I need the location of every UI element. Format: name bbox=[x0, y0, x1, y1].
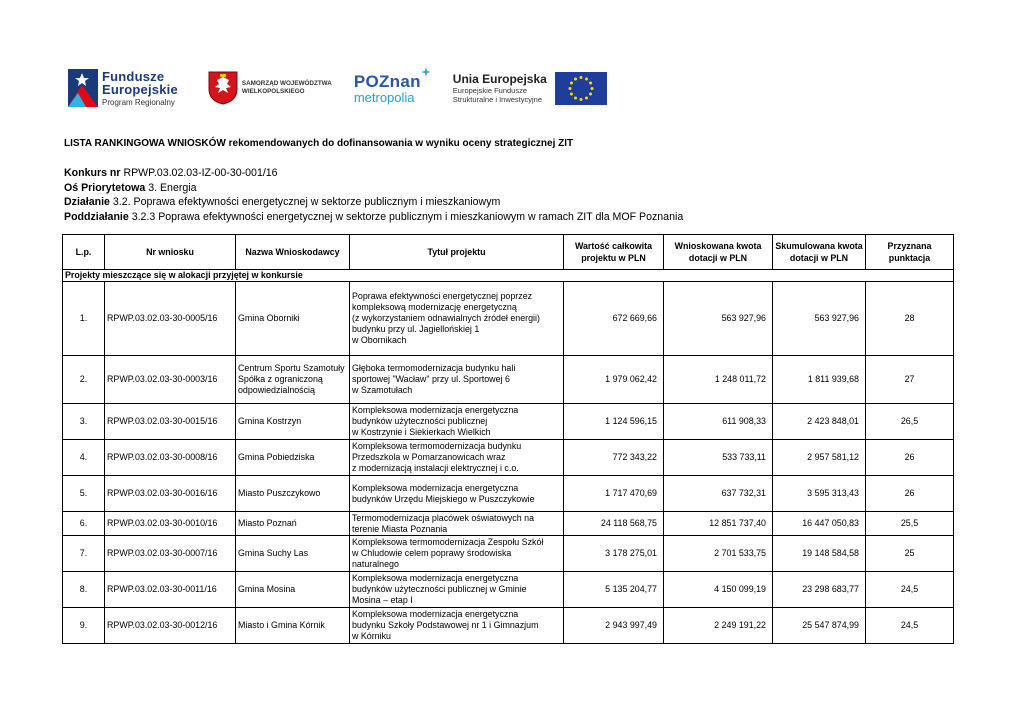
col-header-name: Nazwa Wnioskodawcy bbox=[236, 235, 350, 270]
cell-score: 27 bbox=[866, 356, 954, 404]
title-line: terenie Miasta Poznania bbox=[352, 523, 448, 534]
eu-flag-icon bbox=[555, 72, 607, 105]
cell-project-title bbox=[350, 512, 564, 536]
cell-applicant-name: Miasto Poznań bbox=[236, 512, 350, 536]
cell-lp: 8. bbox=[63, 572, 105, 608]
title-line: w Obornikach bbox=[352, 335, 407, 345]
table-row bbox=[63, 476, 954, 512]
cell-lp: 3. bbox=[63, 404, 105, 440]
table-row bbox=[63, 572, 954, 608]
table-header-row bbox=[63, 235, 954, 270]
cell-cumulative-grant: 23 298 683,77 bbox=[773, 572, 866, 608]
cell-lp: 7. bbox=[63, 536, 105, 572]
cell-score: 25,5 bbox=[866, 512, 954, 536]
cell-applicant-name: Gmina Pobiedziska bbox=[236, 440, 350, 476]
table-row bbox=[63, 608, 954, 644]
cell-total-value: 1 717 470,69 bbox=[564, 476, 664, 512]
cell-lp: 4. bbox=[63, 440, 105, 476]
cell-application-number: RPWP.03.02.03-30-0012/16 bbox=[105, 608, 236, 644]
konkurs-label: Konkurs nr bbox=[64, 167, 121, 179]
title-line: budynków Urzędu Miejskiego w Puszczykowie bbox=[352, 493, 535, 504]
cell-grant-amount: 2 249 191,22 bbox=[664, 608, 773, 644]
os-label: Oś Priorytetowa bbox=[64, 181, 146, 194]
table-row bbox=[63, 440, 954, 476]
table-row bbox=[63, 512, 954, 536]
title-line: Poprawa efektywności energetycznej poprzez bbox=[352, 291, 533, 301]
title-line: Kompleksowa modernizacja energetyczna bbox=[352, 573, 519, 583]
cell-lp: 2. bbox=[63, 356, 105, 404]
poddzialanie-value: 3.2.3 Poprawa efektywności energetycznej w sektorze publicznym i mieszkaniowym w ramach ZIT dla MOF Poznania bbox=[131, 210, 684, 223]
cell-total-value: 24 118 568,75 bbox=[564, 512, 664, 536]
wielkopolska-coat-of-arms-icon bbox=[208, 71, 238, 105]
table-row bbox=[63, 282, 954, 356]
cell-score: 26 bbox=[866, 440, 954, 476]
cell-grant-amount: 12 851 737,40 bbox=[664, 512, 773, 536]
cell-project-title bbox=[350, 608, 564, 644]
col-header-cumulative: Skumulowana kwota dotacji w PLN bbox=[773, 235, 866, 270]
cell-applicant-name: Gmina Mosina bbox=[236, 572, 350, 608]
table-row bbox=[63, 536, 954, 572]
cell-application-number: RPWP.03.02.03-30-0011/16 bbox=[105, 572, 236, 608]
cell-grant-amount: 563 927,96 bbox=[664, 282, 773, 356]
cell-project-title bbox=[350, 282, 564, 356]
logo-bar bbox=[68, 66, 607, 110]
cell-applicant-name: Gmina Oborniki bbox=[236, 282, 350, 356]
fe-line2: Europejskie bbox=[102, 81, 178, 97]
competition-info bbox=[64, 166, 683, 224]
cell-total-value: 5 135 204,77 bbox=[564, 572, 664, 608]
fundusze-europejskie-logo bbox=[68, 69, 178, 107]
cell-applicant-name: Miasto i Gmina Kórnik bbox=[236, 608, 350, 644]
cell-total-value: 1 979 062,42 bbox=[564, 356, 664, 404]
cell-project-title bbox=[350, 404, 564, 440]
cell-grant-amount: 1 248 011,72 bbox=[664, 356, 773, 404]
list-heading: LISTA RANKINGOWA WNIOSKÓW rekomendowanych do dofinansowania w wyniku oceny strategicznej ZIT bbox=[64, 138, 574, 149]
title-line: w Kórniku bbox=[352, 631, 391, 641]
konkurs-value: RPWP.03.02.03-IZ-00-30-001/16 bbox=[123, 167, 278, 179]
title-line: sportowej "Wacław" przy ul. Sportowej 6 bbox=[352, 374, 510, 384]
cell-score: 26 bbox=[866, 476, 954, 512]
poznan-line1: POZnan bbox=[353, 71, 421, 91]
title-line: Kompleksowa modernizacja energetyczna bbox=[352, 609, 519, 619]
col-header-lp: L.p. bbox=[63, 235, 105, 270]
cell-cumulative-grant: 19 148 584,58 bbox=[773, 536, 866, 572]
poznan-metropolia-logo bbox=[354, 73, 431, 104]
cell-score: 24,5 bbox=[866, 608, 954, 644]
cell-lp: 1. bbox=[63, 282, 105, 356]
dzialanie-label: Działanie bbox=[64, 196, 110, 209]
dzialanie-line bbox=[64, 195, 683, 210]
ue-line1: Unia Europejska bbox=[452, 71, 547, 86]
section-label: Projekty mieszczące się w alokacji przyjętej w konkursie bbox=[63, 270, 954, 282]
title-line: budynku przy ul. Jagiellońskiej 1 bbox=[352, 324, 480, 334]
cell-cumulative-grant: 3 595 313,43 bbox=[773, 476, 866, 512]
wlkp-line1: SAMORZĄD WOJEWÓDZTWA bbox=[241, 80, 332, 88]
section-row bbox=[63, 270, 954, 282]
cell-total-value: 3 178 275,01 bbox=[564, 536, 664, 572]
cell-applicant-name: Gmina Suchy Las bbox=[236, 536, 350, 572]
col-header-nr: Nr wniosku bbox=[105, 235, 236, 270]
cell-grant-amount: 533 733,11 bbox=[664, 440, 773, 476]
title-line: z modernizacją instalacji elektrycznej i c.o. bbox=[352, 463, 519, 473]
title-line: budynków użyteczności publicznej w Gminie bbox=[352, 584, 527, 594]
cell-project-title bbox=[350, 440, 564, 476]
cell-cumulative-grant: 2 957 581,12 bbox=[773, 440, 866, 476]
unia-europejska-logo bbox=[453, 72, 607, 105]
cell-lp: 9. bbox=[63, 608, 105, 644]
cell-project-title bbox=[350, 572, 564, 608]
cell-grant-amount: 611 908,33 bbox=[664, 404, 773, 440]
cell-applicant-name: Centrum Sportu Szamotuły Spółka z ograniczoną odpowiedzialnością bbox=[236, 356, 350, 404]
title-line: Kompleksowa termomodernizacja budynku bbox=[352, 441, 522, 451]
star-icon bbox=[421, 67, 431, 77]
konkurs-line bbox=[64, 166, 683, 181]
col-header-score: Przyznana punktacja bbox=[866, 235, 954, 270]
cell-cumulative-grant: 2 423 848,01 bbox=[773, 404, 866, 440]
fe-line1: Fundusze bbox=[102, 68, 165, 84]
cell-application-number: RPWP.03.02.03-30-0010/16 bbox=[105, 512, 236, 536]
wlkp-line2: WIELKOPOLSKIEGO bbox=[241, 88, 305, 95]
os-value: 3. Energia bbox=[148, 181, 197, 194]
cell-cumulative-grant: 563 927,96 bbox=[773, 282, 866, 356]
cell-cumulative-grant: 25 547 874,99 bbox=[773, 608, 866, 644]
poznan-line2: metropolia bbox=[353, 89, 415, 105]
os-line bbox=[64, 181, 683, 196]
cell-total-value: 2 943 997,49 bbox=[564, 608, 664, 644]
ranking-table bbox=[62, 234, 954, 644]
cell-application-number: RPWP.03.02.03-30-0003/16 bbox=[105, 356, 236, 404]
cell-application-number: RPWP.03.02.03-30-0008/16 bbox=[105, 440, 236, 476]
cell-grant-amount: 4 150 099,19 bbox=[664, 572, 773, 608]
cell-total-value: 1 124 596,15 bbox=[564, 404, 664, 440]
ue-line3: Strukturalne i Inwestycyjne bbox=[452, 95, 543, 105]
cell-total-value: 672 669,66 bbox=[564, 282, 664, 356]
poddzialanie-line bbox=[64, 210, 683, 225]
title-line: w Chludowie celem poprawy środowiska bbox=[352, 548, 512, 558]
title-line: Przedszkola w Pomarzanowicach wraz bbox=[352, 452, 506, 462]
title-line: Kompleksowa modernizacja energetyczna bbox=[352, 482, 519, 493]
cell-grant-amount: 637 732,31 bbox=[664, 476, 773, 512]
cell-application-number: RPWP.03.02.03-30-0015/16 bbox=[105, 404, 236, 440]
col-header-grant: Wnioskowana kwota dotacji w PLN bbox=[664, 235, 773, 270]
cell-score: 28 bbox=[866, 282, 954, 356]
cell-applicant-name: Miasto Puszczykowo bbox=[236, 476, 350, 512]
cell-score: 26,5 bbox=[866, 404, 954, 440]
cell-application-number: RPWP.03.02.03-30-0007/16 bbox=[105, 536, 236, 572]
ue-line2: Europejskie Fundusze bbox=[452, 86, 528, 96]
cell-project-title bbox=[350, 536, 564, 572]
cell-project-title bbox=[350, 476, 564, 512]
cell-project-title bbox=[350, 356, 564, 404]
cell-score: 25 bbox=[866, 536, 954, 572]
title-line: budynków użyteczności publicznej bbox=[352, 416, 488, 426]
title-line: Mosina – etap I bbox=[352, 595, 413, 605]
title-line: Kompleksowa modernizacja energetyczna bbox=[352, 405, 519, 415]
table-row bbox=[63, 356, 954, 404]
col-header-total: Wartość całkowita projektu w PLN bbox=[564, 235, 664, 270]
title-line: Głęboka termomodernizacja budynku hali bbox=[352, 363, 516, 373]
cell-cumulative-grant: 1 811 939,68 bbox=[773, 356, 866, 404]
title-line: budynku Szkoły Podstawowej nr 1 i Gimnazjum bbox=[352, 620, 539, 630]
title-line: kompleksową modernizację energetyczną bbox=[352, 302, 517, 312]
title-line: Termomodernizacja placówek oświatowych na bbox=[352, 512, 535, 523]
wielkopolska-logo bbox=[208, 71, 332, 105]
cell-score: 24,5 bbox=[866, 572, 954, 608]
table-row bbox=[63, 404, 954, 440]
fe-line3: Program Regionalny bbox=[102, 97, 175, 107]
title-line: (z wykorzystaniem odnawialnych źródeł energii) bbox=[352, 313, 540, 323]
col-header-title: Tytuł projektu bbox=[350, 235, 564, 270]
cell-lp: 5. bbox=[63, 476, 105, 512]
poddzialanie-label: Poddziałanie bbox=[64, 210, 129, 223]
cell-cumulative-grant: 16 447 050,83 bbox=[773, 512, 866, 536]
title-line: w Szamotułach bbox=[352, 385, 413, 395]
fe-emblem-icon bbox=[68, 69, 98, 107]
cell-applicant-name: Gmina Kostrzyn bbox=[236, 404, 350, 440]
cell-application-number: RPWP.03.02.03-30-0005/16 bbox=[105, 282, 236, 356]
dzialanie-value: 3.2. Poprawa efektywności energetycznej w sektorze publicznym i mieszkaniowym bbox=[112, 196, 501, 209]
title-line: naturalnego bbox=[352, 559, 399, 569]
title-line: Kompleksowa termomodernizacja Zespołu Szkół bbox=[352, 537, 544, 547]
cell-lp: 6. bbox=[63, 512, 105, 536]
cell-total-value: 772 343,22 bbox=[564, 440, 664, 476]
cell-application-number: RPWP.03.02.03-30-0016/16 bbox=[105, 476, 236, 512]
title-line: w Kostrzynie i Siekierkach Wielkich bbox=[352, 427, 491, 437]
cell-grant-amount: 2 701 533,75 bbox=[664, 536, 773, 572]
